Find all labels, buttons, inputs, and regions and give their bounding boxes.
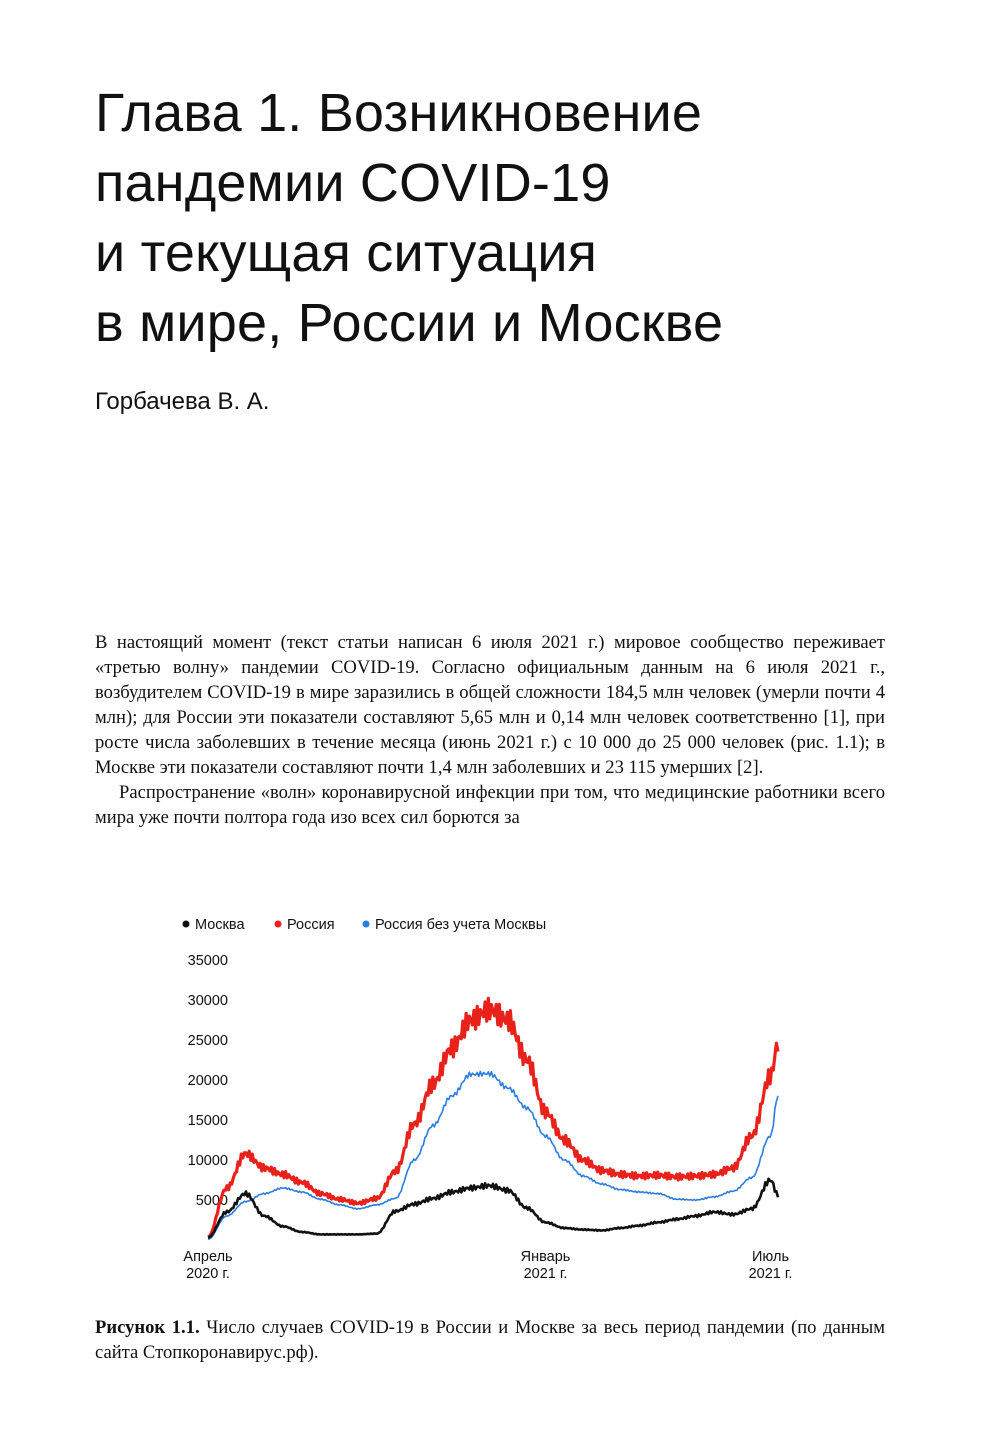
y-tick-label: 10000 (187, 1153, 228, 1169)
series-line (208, 1072, 778, 1240)
x-tick-label: Апрель (183, 1249, 233, 1265)
y-tick-label: 15000 (187, 1113, 228, 1129)
chapter-title-line: в мире, России и Москве (95, 293, 724, 353)
y-tick-label: 5000 (195, 1193, 228, 1209)
figure-caption-label: Рисунок 1.1. (95, 1317, 200, 1338)
chapter-title (95, 78, 955, 358)
y-tick-label: 35000 (187, 953, 228, 969)
chapter-title-line: и текущая ситуация (95, 223, 598, 283)
chapter-title-line: пандемии COVID-19 (95, 153, 611, 213)
legend-label: Россия без учета Москвы (375, 917, 547, 933)
x-tick-label: 2020 г. (186, 1266, 230, 1282)
legend-label: Москва (195, 917, 245, 933)
body-text (95, 630, 885, 830)
paragraph-1: В настоящий момент (текст статьи написан 6 июля 2021 г.) мировое сообщество переживает «третью волну» пандемии COVID-19. Согласно официальным данным на 6 июля 2021 г., возбудителем COVID-19 в мире заразились в общей сложности 184,5 млн человек (умерли почти 4 млн); для России эти показатели составляют 5,65 млн и 0,14 млн человек соответственно [1], при росте числа заболевших в течение месяца (июнь 2021 г.) с 10 000 до 25 000 человек (рис. 1.1); в Москве эти показатели составляют почти 1,4 млн заболевших и 23 115 умерших [2]. (95, 632, 885, 778)
paragraph-2: Распространение «волн» коронавирусной инфекции при том, что медицинские работники всего мира уже почти полтора года изо всех сил борются за (95, 782, 885, 828)
y-tick-label: 30000 (187, 993, 228, 1009)
legend-marker (275, 921, 282, 928)
y-tick-label: 25000 (187, 1033, 228, 1049)
x-tick-label: Июль (752, 1249, 789, 1265)
author: Горбачева В. А. (95, 388, 270, 415)
x-tick-label: 2021 г. (748, 1266, 793, 1282)
x-tick-label: 2021 г. (523, 1266, 568, 1282)
legend-marker (183, 921, 190, 928)
series-line (208, 1179, 778, 1238)
chapter-title-line: Глава 1. Возникновение (95, 83, 703, 143)
legend-marker (363, 921, 370, 928)
covid-cases-chart (170, 905, 810, 1290)
legend-label: Россия (287, 917, 335, 933)
figure-caption (95, 1315, 885, 1365)
x-tick-label: Январь (520, 1249, 571, 1265)
y-tick-label: 20000 (187, 1073, 228, 1089)
figure-caption-text: Число случаев COVID-19 в России и Москве за весь период пандемии (по данным сайта Стопкоронавирус.рф). (95, 1317, 885, 1363)
